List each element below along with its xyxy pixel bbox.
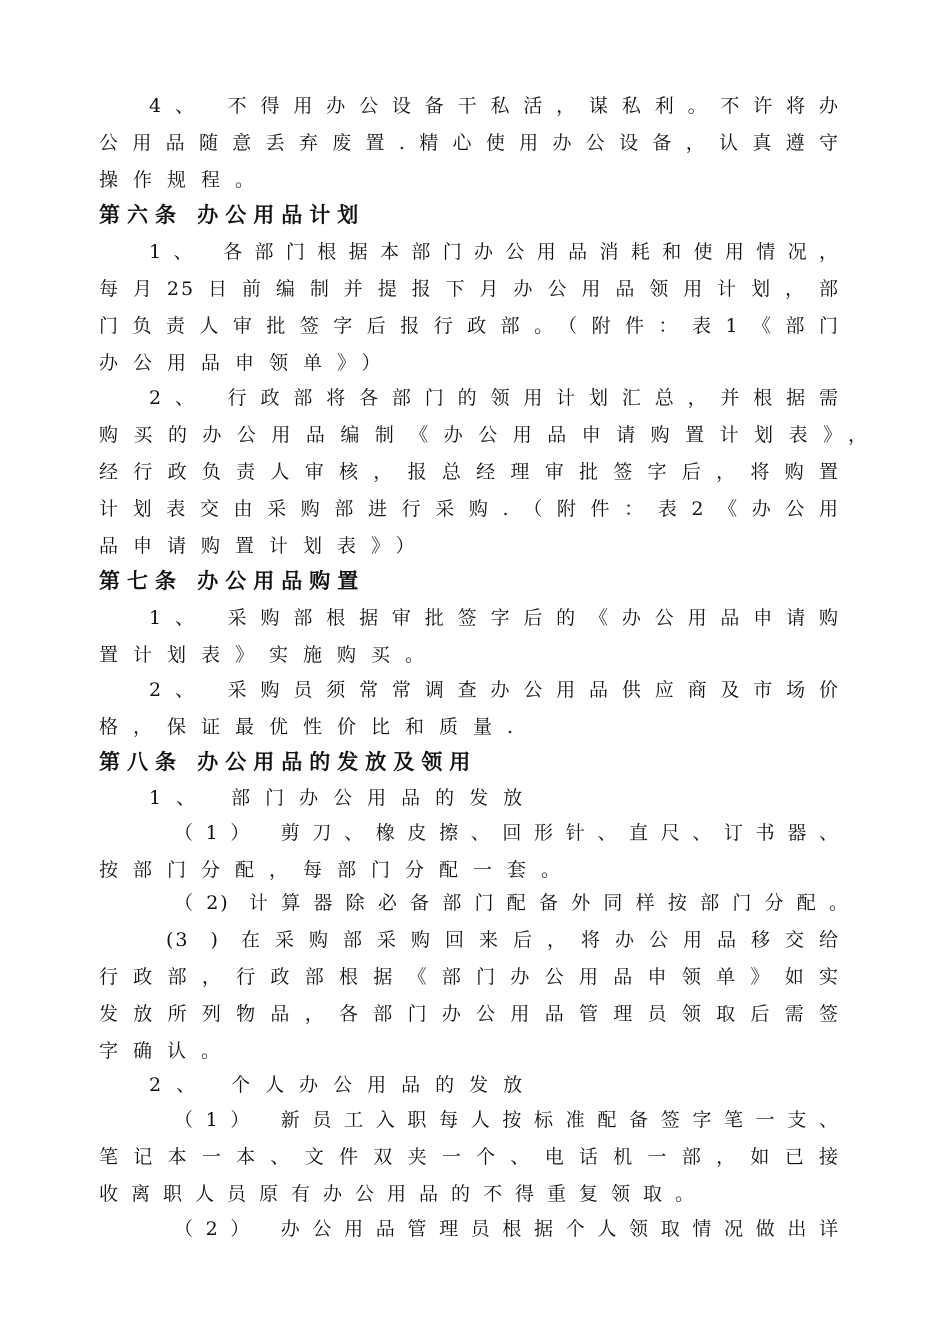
- section-heading-6: 第六条 办公用品计划: [99, 203, 366, 227]
- text-line: 1、 采购部根据审批签字后的《办公用品申请购: [149, 607, 840, 629]
- text-line: 2、 采购员须常常调查办公用品供应商及市场价: [149, 679, 840, 701]
- text-line: 购买的办公用品编制《办公用品申请购置计划表》，: [99, 424, 869, 446]
- section-heading-8: 第八条 办公用品的发放及领用: [99, 750, 478, 774]
- text-line: 字确认。: [99, 1040, 236, 1062]
- text-line: 2、 行政部将各部门的领用计划汇总，并根据需: [149, 387, 840, 409]
- text-line: 操作规程。: [99, 169, 270, 191]
- text-line: 计划表交由采购部进行采购.（附件：表2《办公用: [99, 498, 840, 520]
- text-line: 笔记本一本、文件双夹一个、电话机一部，如已接: [99, 1146, 840, 1168]
- text-line: （2） 办公用品管理员根据个人领取情况做出详: [174, 1218, 840, 1240]
- text-line: 公用品随意丢弃废置.精心使用办公设备，认真遵守: [99, 132, 840, 154]
- text-line: 按部门分配，每部门分配一套。: [99, 859, 576, 881]
- text-line: 格，保证最优性价比和质量.: [99, 716, 529, 738]
- section-heading-7: 第七条 办公用品购置: [99, 569, 366, 593]
- text-line: 经行政负责人审核，报总经理审批签字后，将购置: [99, 461, 840, 483]
- text-line: 置计划表》实施购买。: [99, 644, 440, 666]
- text-line: 门负责人审批签字后报行政部。（附件：表1《部门: [99, 315, 840, 337]
- text-line: 每月25日前编制并提报下月办公用品领用计划，部: [99, 278, 840, 300]
- text-line: 2、 个人办公用品的发放: [149, 1074, 538, 1096]
- text-line: 收离职人员原有办公用品的不得重复领取。: [99, 1183, 708, 1205]
- text-line: （1） 新员工入职每人按标准配备签字笔一支、: [174, 1109, 840, 1131]
- text-line: (3 ) 在采购部采购回来后，将办公用品移交给: [166, 929, 840, 951]
- text-line: 1、 各部门根据本部门办公用品消耗和使用情况，: [149, 241, 840, 263]
- text-line: 办公用品申领单》）: [99, 352, 396, 374]
- text-line: 1、 部门办公用品的发放: [149, 787, 538, 809]
- text-line: 4、 不得用办公设备干私活，谋私利。不许将办: [149, 95, 840, 117]
- text-line: （2) 计算器除必备部门配备外同样按部门分配。: [174, 892, 850, 914]
- text-line: 品申请购置计划表》）: [99, 535, 430, 557]
- text-line: （1） 剪刀、橡皮擦、回形针、直尺、订书器、: [174, 822, 840, 844]
- text-line: 发放所列物品，各部门办公用品管理员领取后需签: [99, 1003, 840, 1025]
- text-line: 行政部，行政部根据《部门办公用品申领单》如实: [99, 966, 840, 988]
